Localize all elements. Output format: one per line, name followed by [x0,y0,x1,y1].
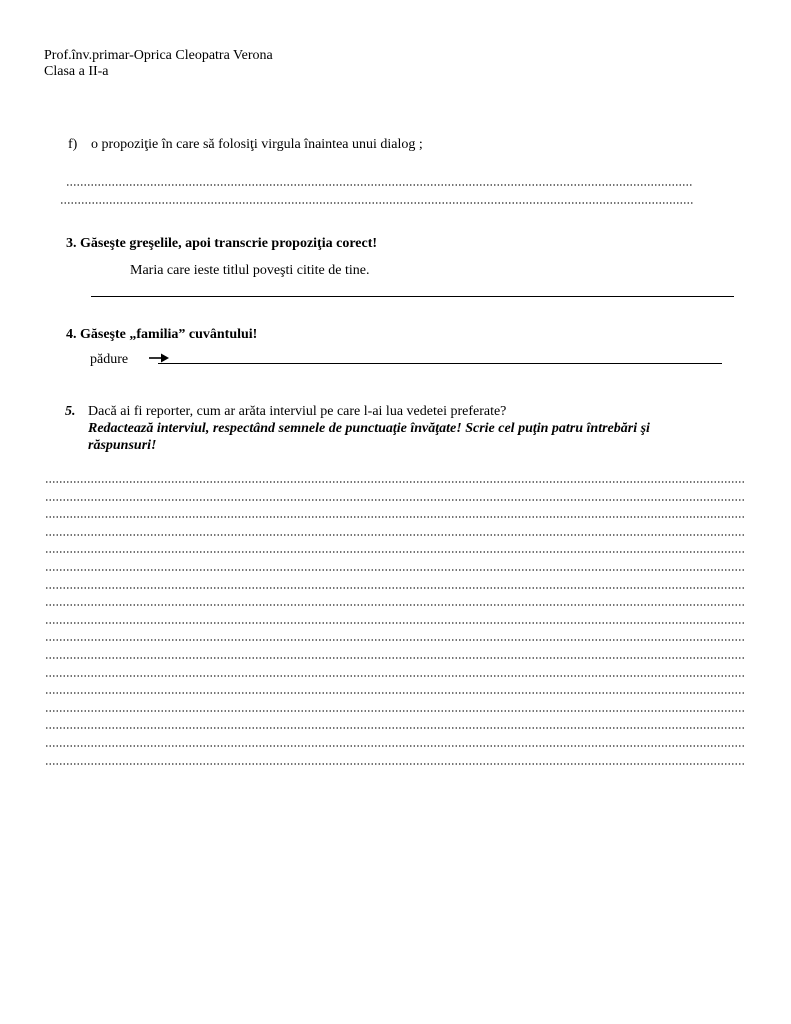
exercise-5-number: 5. [65,404,76,419]
answer-line[interactable] [45,727,746,729]
exercise-5-instruction-line-2: răspunsuri! [88,438,157,453]
answer-line[interactable] [45,675,746,677]
answer-line[interactable] [45,587,746,589]
exercise-4-title: 4. Găseşte „familia” cuvântului! [66,327,258,342]
answer-line[interactable] [45,692,746,694]
item-f-text: o propoziţie în care să folosiţi virgula înaintea unui dialog ; [91,137,423,152]
exercise-3-sentence: Maria care ieste titlul poveşti citite de tine. [130,263,370,278]
answer-line[interactable] [45,639,746,641]
answer-line[interactable] [45,551,746,553]
answer-line[interactable] [45,622,746,624]
answer-line[interactable] [45,604,746,606]
class-line: Clasa a II-a [44,64,109,79]
author-line: Prof.înv.primar-Oprica Cleopatra Verona [44,48,273,63]
exercise-4-word: pădure [90,352,129,367]
answer-line[interactable] [45,569,746,571]
answer-line[interactable] [45,481,746,483]
item-f-marker: f) [68,137,78,152]
answer-line[interactable] [45,745,746,747]
answer-line[interactable] [45,710,746,712]
answer-line[interactable] [45,657,746,659]
exercise-3-answer-line[interactable] [91,296,734,297]
answer-line-f-1[interactable] [66,184,693,186]
answer-line[interactable] [45,499,746,501]
exercise-3-title: 3. Găseşte greşelile, apoi transcrie propoziţia corect! [66,236,378,251]
answer-line[interactable] [45,534,746,536]
answer-line-f-2[interactable] [60,202,693,204]
exercise-5-question: Dacă ai fi reporter, cum ar arăta interviul pe care l-ai lua vedetei preferate? [88,404,507,419]
answer-line[interactable] [45,516,746,518]
exercise-5-instruction-line-1: Redactează interviul, respectând semnele de punctuaţie învăţate! Scrie cel puţin patru întrebări şi [88,421,650,436]
exercise-4-answer-line[interactable] [158,363,722,364]
answer-line[interactable] [45,763,746,765]
